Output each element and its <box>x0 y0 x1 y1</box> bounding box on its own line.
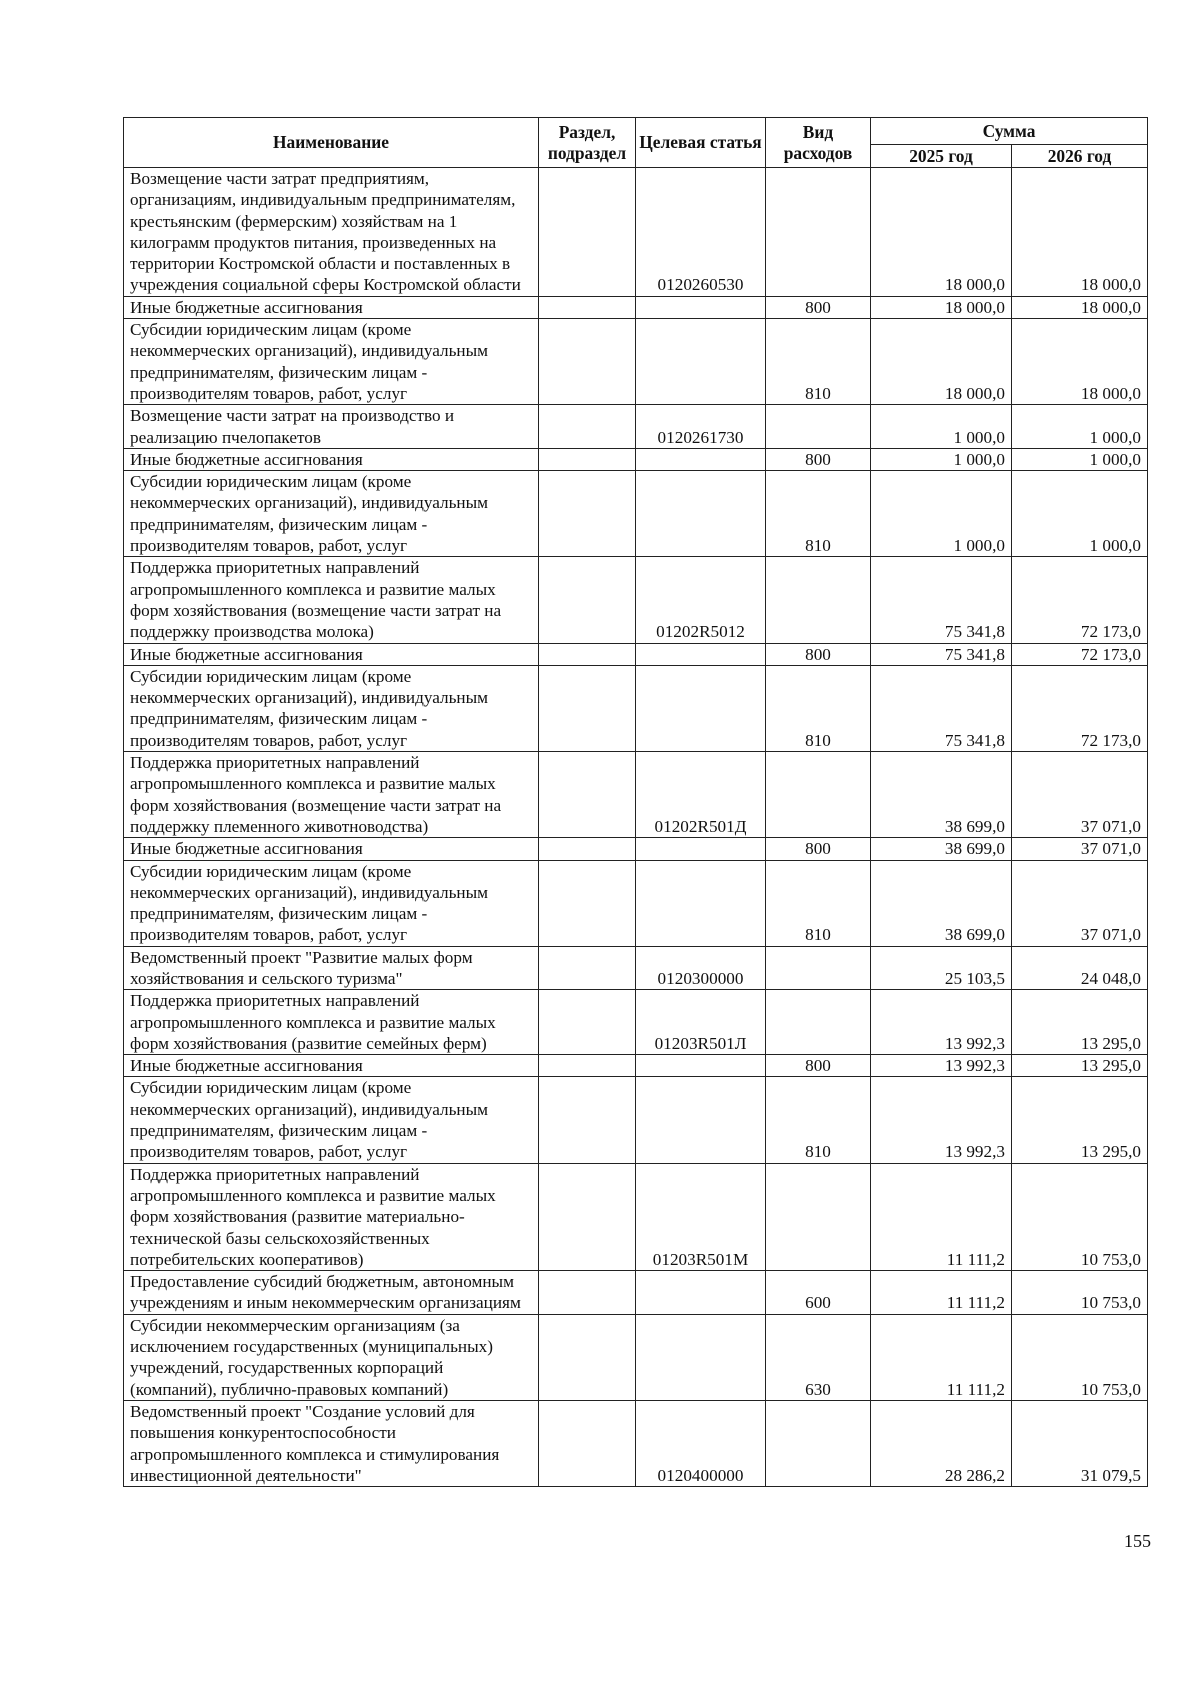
row-name: Иные бюджетные ассигнования <box>124 296 539 318</box>
row-target-article: 0120300000 <box>636 946 766 990</box>
row-sum-2026: 37 071,0 <box>1012 838 1148 860</box>
row-expense-kind <box>766 1400 871 1486</box>
row-sum-2025: 13 992,3 <box>871 1077 1012 1163</box>
row-sum-2026: 31 079,5 <box>1012 1400 1148 1486</box>
row-sum-2025: 18 000,0 <box>871 296 1012 318</box>
row-sum-2026: 37 071,0 <box>1012 860 1148 946</box>
row-target-article <box>636 448 766 470</box>
row-name: Иные бюджетные ассигнования <box>124 448 539 470</box>
row-sum-2025: 18 000,0 <box>871 319 1012 405</box>
row-target-article: 0120400000 <box>636 1400 766 1486</box>
row-target-article: 0120261730 <box>636 405 766 449</box>
row-target-article: 01203R501Л <box>636 990 766 1055</box>
row-name: Поддержка приоритетных направлений агропромышленного комплекса и развитие малых форм хозяйствования (возмещение части затрат на поддержку производства молока) <box>124 557 539 643</box>
row-name: Предоставление субсидий бюджетным, автономным учреждениям и иным некоммерческим организациям <box>124 1271 539 1315</box>
row-sum-2026: 18 000,0 <box>1012 168 1148 297</box>
row-section <box>539 1400 636 1486</box>
row-target-article: 01202R501Д <box>636 752 766 838</box>
table-row <box>124 319 1148 405</box>
row-sum-2026: 72 173,0 <box>1012 665 1148 751</box>
row-target-article <box>636 471 766 557</box>
row-name: Субсидии юридическим лицам (кроме некоммерческих организаций), индивидуальным предпринимателям, физическим лицам - производителям товаров, работ, услуг <box>124 665 539 751</box>
row-sum-2026: 10 753,0 <box>1012 1271 1148 1315</box>
row-section <box>539 448 636 470</box>
row-target-article <box>636 1077 766 1163</box>
row-sum-2026: 1 000,0 <box>1012 448 1148 470</box>
row-sum-2025: 75 341,8 <box>871 643 1012 665</box>
table-row <box>124 168 1148 297</box>
row-expense-kind <box>766 405 871 449</box>
table-row <box>124 643 1148 665</box>
table-row <box>124 405 1148 449</box>
row-name: Субсидии юридическим лицам (кроме некоммерческих организаций), индивидуальным предпринимателям, физическим лицам - производителям товаров, работ, услуг <box>124 471 539 557</box>
row-section <box>539 296 636 318</box>
header-target: Целевая статья <box>636 118 766 168</box>
row-name: Поддержка приоритетных направлений агропромышленного комплекса и развитие малых форм хозяйствования (развитие семейных ферм) <box>124 990 539 1055</box>
row-expense-kind: 800 <box>766 448 871 470</box>
row-expense-kind <box>766 990 871 1055</box>
row-section <box>539 1314 636 1400</box>
row-expense-kind: 800 <box>766 296 871 318</box>
row-sum-2025: 11 111,2 <box>871 1314 1012 1400</box>
row-sum-2025: 13 992,3 <box>871 990 1012 1055</box>
row-name: Ведомственный проект "Создание условий для повышения конкурентоспособности агропромышленного комплекса и стимулирования инвестиционной деятельности" <box>124 1400 539 1486</box>
table-row <box>124 448 1148 470</box>
table-row <box>124 296 1148 318</box>
row-section <box>539 1271 636 1315</box>
row-sum-2026: 13 295,0 <box>1012 990 1148 1055</box>
table-row <box>124 665 1148 751</box>
row-section <box>539 946 636 990</box>
row-expense-kind: 800 <box>766 1055 871 1077</box>
row-section <box>539 1077 636 1163</box>
row-section <box>539 319 636 405</box>
table-row <box>124 946 1148 990</box>
row-expense-kind: 800 <box>766 643 871 665</box>
row-section <box>539 643 636 665</box>
table-row <box>124 1400 1148 1486</box>
table-row <box>124 860 1148 946</box>
row-name: Иные бюджетные ассигнования <box>124 643 539 665</box>
row-target-article <box>636 1314 766 1400</box>
row-section <box>539 860 636 946</box>
row-sum-2026: 18 000,0 <box>1012 319 1148 405</box>
header-kind: Вид расходов <box>766 118 871 168</box>
row-sum-2025: 38 699,0 <box>871 860 1012 946</box>
row-sum-2025: 28 286,2 <box>871 1400 1012 1486</box>
row-sum-2026: 72 173,0 <box>1012 643 1148 665</box>
header-year-2025: 2025 год <box>871 145 1012 168</box>
row-sum-2025: 25 103,5 <box>871 946 1012 990</box>
row-sum-2025: 38 699,0 <box>871 752 1012 838</box>
table-row <box>124 1077 1148 1163</box>
row-sum-2026: 13 295,0 <box>1012 1077 1148 1163</box>
row-sum-2026: 18 000,0 <box>1012 296 1148 318</box>
row-section <box>539 557 636 643</box>
table-row <box>124 990 1148 1055</box>
table-body <box>124 168 1148 1487</box>
row-target-article <box>636 1055 766 1077</box>
row-sum-2025: 1 000,0 <box>871 448 1012 470</box>
row-name: Субсидии юридическим лицам (кроме некоммерческих организаций), индивидуальным предпринимателям, физическим лицам - производителям товаров, работ, услуг <box>124 1077 539 1163</box>
row-expense-kind: 810 <box>766 665 871 751</box>
row-sum-2026: 10 753,0 <box>1012 1314 1148 1400</box>
table-row <box>124 838 1148 860</box>
header-section: Раздел, подраздел <box>539 118 636 168</box>
table-row <box>124 752 1148 838</box>
table-row <box>124 1055 1148 1077</box>
row-sum-2025: 75 341,8 <box>871 665 1012 751</box>
row-sum-2026: 72 173,0 <box>1012 557 1148 643</box>
row-name: Иные бюджетные ассигнования <box>124 1055 539 1077</box>
row-name: Ведомственный проект "Развитие малых форм хозяйствования и сельского туризма" <box>124 946 539 990</box>
row-sum-2026: 10 753,0 <box>1012 1163 1148 1270</box>
row-sum-2026: 37 071,0 <box>1012 752 1148 838</box>
row-section <box>539 752 636 838</box>
row-expense-kind: 800 <box>766 838 871 860</box>
row-sum-2025: 75 341,8 <box>871 557 1012 643</box>
row-target-article <box>636 860 766 946</box>
row-target-article <box>636 643 766 665</box>
row-sum-2026: 24 048,0 <box>1012 946 1148 990</box>
row-expense-kind <box>766 168 871 297</box>
row-name: Субсидии некоммерческим организациям (за исключением государственных (муниципальных) учреждений, государственных корпораций (компаний), публично-правовых компаний) <box>124 1314 539 1400</box>
row-name: Субсидии юридическим лицам (кроме некоммерческих организаций), индивидуальным предпринимателям, физическим лицам - производителям товаров, работ, услуг <box>124 860 539 946</box>
budget-table <box>123 117 1148 1487</box>
row-target-article <box>636 296 766 318</box>
row-section <box>539 168 636 297</box>
row-sum-2025: 1 000,0 <box>871 405 1012 449</box>
row-name: Поддержка приоритетных направлений агропромышленного комплекса и развитие малых форм хозяйствования (развитие материально-технической базы сельскохозяйственных потребительских кооперативов) <box>124 1163 539 1270</box>
header-sum: Сумма <box>871 118 1148 145</box>
row-expense-kind <box>766 752 871 838</box>
row-section <box>539 1163 636 1270</box>
row-target-article <box>636 1271 766 1315</box>
table-row <box>124 1314 1148 1400</box>
row-sum-2026: 13 295,0 <box>1012 1055 1148 1077</box>
page-number: 155 <box>1124 1531 1151 1551</box>
table-row <box>124 1271 1148 1315</box>
header-year-2026: 2026 год <box>1012 145 1148 168</box>
row-sum-2026: 1 000,0 <box>1012 471 1148 557</box>
row-target-article <box>636 838 766 860</box>
row-section <box>539 990 636 1055</box>
row-section <box>539 405 636 449</box>
row-section <box>539 838 636 860</box>
row-name: Возмещение части затрат на производство и реализацию пчелопакетов <box>124 405 539 449</box>
table-row <box>124 1163 1148 1270</box>
row-sum-2025: 1 000,0 <box>871 471 1012 557</box>
row-expense-kind: 810 <box>766 1077 871 1163</box>
row-target-article: 01202R5012 <box>636 557 766 643</box>
row-sum-2025: 13 992,3 <box>871 1055 1012 1077</box>
table-row <box>124 471 1148 557</box>
row-expense-kind: 630 <box>766 1314 871 1400</box>
row-section <box>539 1055 636 1077</box>
row-sum-2026: 1 000,0 <box>1012 405 1148 449</box>
row-section <box>539 665 636 751</box>
row-expense-kind: 600 <box>766 1271 871 1315</box>
row-sum-2025: 11 111,2 <box>871 1163 1012 1270</box>
row-name: Субсидии юридическим лицам (кроме некоммерческих организаций), индивидуальным предпринимателям, физическим лицам - производителям товаров, работ, услуг <box>124 319 539 405</box>
table-header <box>124 118 1148 168</box>
row-expense-kind: 810 <box>766 319 871 405</box>
row-target-article <box>636 665 766 751</box>
row-expense-kind <box>766 946 871 990</box>
row-name: Поддержка приоритетных направлений агропромышленного комплекса и развитие малых форм хозяйствования (возмещение части затрат на поддержку племенного животноводства) <box>124 752 539 838</box>
row-name: Возмещение части затрат предприятиям, организациям, индивидуальным предпринимателям, крестьянским (фермерским) хозяйствам на 1 килограмм продуктов питания, произведенных на территории Костромской области и поставленных в учреждения социальной сферы Костромской области <box>124 168 539 297</box>
table-row <box>124 557 1148 643</box>
row-expense-kind <box>766 557 871 643</box>
row-target-article <box>636 319 766 405</box>
row-target-article: 01203R501М <box>636 1163 766 1270</box>
row-sum-2025: 18 000,0 <box>871 168 1012 297</box>
row-sum-2025: 11 111,2 <box>871 1271 1012 1315</box>
row-section <box>539 471 636 557</box>
row-sum-2025: 38 699,0 <box>871 838 1012 860</box>
row-expense-kind: 810 <box>766 471 871 557</box>
row-expense-kind: 810 <box>766 860 871 946</box>
header-name: Наименование <box>124 118 539 168</box>
row-expense-kind <box>766 1163 871 1270</box>
row-name: Иные бюджетные ассигнования <box>124 838 539 860</box>
row-target-article: 0120260530 <box>636 168 766 297</box>
